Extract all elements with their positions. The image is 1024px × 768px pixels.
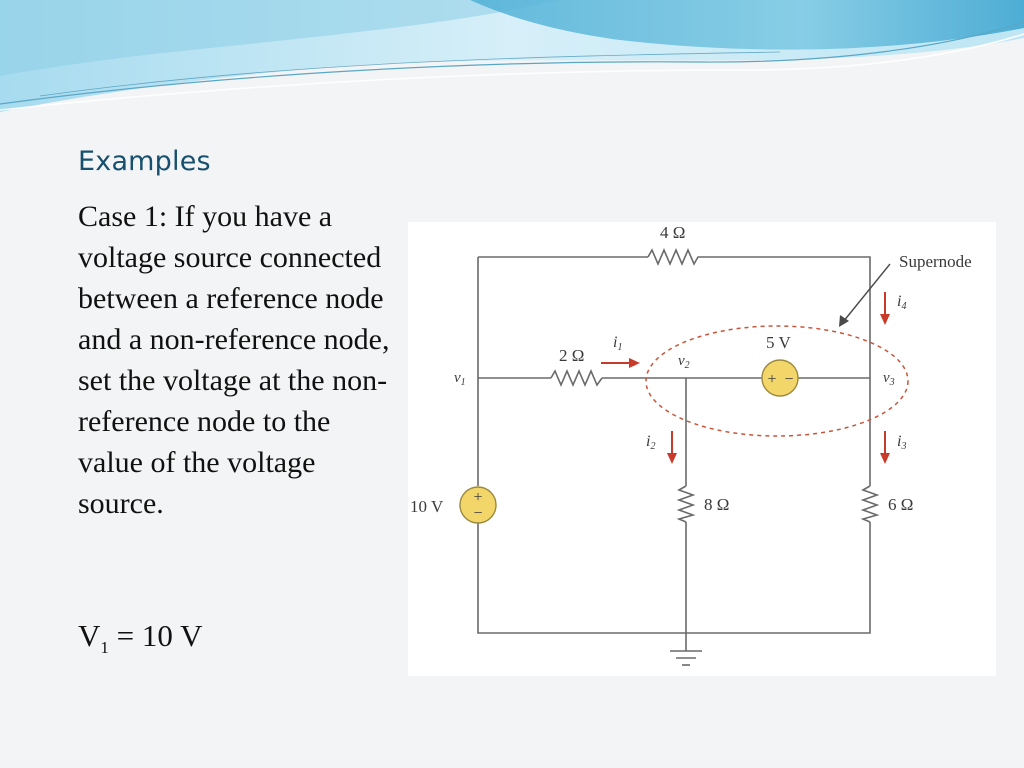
source-10v-minus: −: [473, 505, 483, 522]
source-10v-plus: +: [473, 489, 483, 506]
node-v3: $v_3$: [883, 370, 895, 388]
equation-variable: V: [78, 618, 101, 653]
equation-value: = 10 V: [108, 618, 203, 653]
source-5v-plus: +: [767, 371, 777, 388]
circuit-diagram: [408, 222, 996, 676]
label-supernode: Supernode: [899, 252, 972, 271]
current-i4-label: i4: [897, 293, 907, 312]
label-6-ohm: 6 Ω: [888, 495, 914, 514]
current-i2-label: i2: [646, 433, 656, 452]
label-4-ohm: 4 Ω: [660, 223, 686, 242]
label-2-ohm: 2 Ω: [559, 346, 585, 365]
label-8-ohm: 8 Ω: [704, 495, 730, 514]
slide-title: Examples: [78, 146, 211, 177]
equation-subscript: 1: [100, 638, 109, 657]
case-description: Case 1: If you have a voltage source connected between a reference node and a non-reference node, set the voltage at the non-reference node to the value of the voltage source.: [78, 200, 390, 520]
label-10v: 10 V: [410, 497, 444, 516]
current-i1-label: i1: [613, 334, 623, 353]
source-5v-minus: −: [784, 371, 794, 388]
current-i3-label: i3: [897, 433, 907, 452]
label-5v: 5 V: [766, 333, 791, 352]
equation: [78, 618, 202, 658]
header-wave-banner: [0, 0, 1024, 130]
node-v2: $v_2$: [678, 353, 690, 371]
node-v1: $v_1$: [454, 370, 466, 388]
